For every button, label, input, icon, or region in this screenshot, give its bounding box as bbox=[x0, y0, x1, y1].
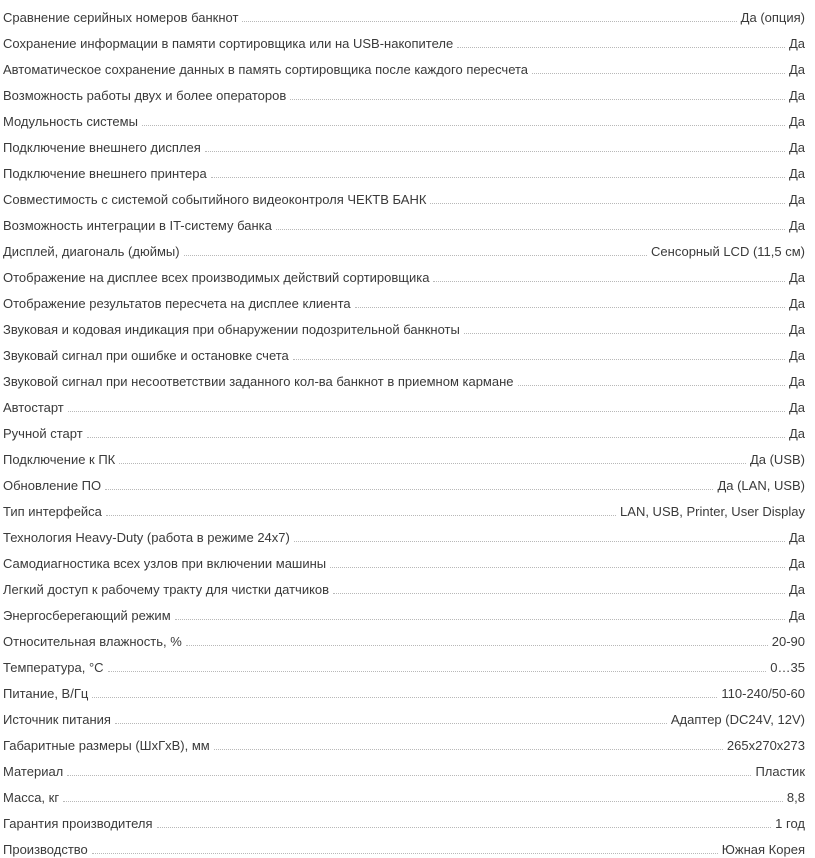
spec-value: 1 год bbox=[775, 816, 805, 831]
dotted-leader bbox=[293, 359, 785, 360]
spec-row bbox=[3, 546, 805, 572]
spec-value: Да bbox=[788, 270, 805, 285]
spec-name: Тип интерфейса bbox=[3, 504, 102, 519]
dotted-leader bbox=[105, 489, 713, 490]
spec-row bbox=[3, 312, 805, 338]
spec-value: Южная Корея bbox=[721, 842, 805, 857]
spec-name: Возможность интеграции в IT-систему банка bbox=[3, 218, 272, 233]
dotted-leader bbox=[67, 775, 751, 776]
spec-row bbox=[3, 598, 805, 624]
spec-row bbox=[3, 286, 805, 312]
spec-value: Пластик bbox=[755, 764, 805, 779]
dotted-leader bbox=[276, 229, 785, 230]
spec-name: Звуковай сигнал при ошибке и остановке счета bbox=[3, 348, 289, 363]
spec-value: Адаптер (DC24V, 12V) bbox=[670, 712, 805, 727]
spec-name: Дисплей, диагональ (дюймы) bbox=[3, 244, 180, 259]
spec-value: Да bbox=[788, 140, 805, 155]
dotted-leader bbox=[87, 437, 785, 438]
spec-row bbox=[3, 0, 805, 26]
spec-row bbox=[3, 442, 805, 468]
spec-value: Да bbox=[788, 374, 805, 389]
dotted-leader bbox=[115, 723, 667, 724]
spec-name: Температура, °С bbox=[3, 660, 104, 675]
spec-row bbox=[3, 676, 805, 702]
spec-name: Автоматическое сохранение данных в память сортировщика после каждого пересчета bbox=[3, 62, 529, 77]
spec-name: Подключение к ПК bbox=[3, 452, 116, 467]
spec-value: Да bbox=[788, 322, 805, 337]
spec-name: Подключение внешнего дисплея bbox=[3, 140, 201, 155]
dotted-leader bbox=[157, 827, 772, 828]
spec-value: Да (LAN, USB) bbox=[717, 478, 805, 493]
spec-name: Подключение внешнего принтера bbox=[3, 166, 207, 181]
spec-value: 265х270х273 bbox=[726, 738, 805, 753]
spec-name: Сравнение серийных номеров банкнот bbox=[3, 10, 239, 25]
spec-name: Ручной старт bbox=[3, 426, 83, 441]
dotted-leader bbox=[290, 99, 785, 100]
spec-name: Самодиагностика всех узлов при включении машины bbox=[3, 556, 327, 571]
spec-name: Гарантия производителя bbox=[3, 816, 153, 831]
spec-name: Звуковой сигнал при несоответствии заданного кол-ва банкнот в приемном кармане bbox=[3, 374, 514, 389]
dotted-leader bbox=[119, 463, 746, 464]
dotted-leader bbox=[330, 567, 785, 568]
spec-name: Габаритные размеры (ШхГхВ), мм bbox=[3, 738, 210, 753]
dotted-leader bbox=[532, 73, 785, 74]
spec-value: Да bbox=[788, 62, 805, 77]
dotted-leader bbox=[355, 307, 785, 308]
spec-name: Возможность работы двух и более операторов bbox=[3, 88, 287, 103]
spec-row bbox=[3, 728, 805, 754]
spec-name: Автостарт bbox=[3, 400, 64, 415]
spec-row bbox=[3, 52, 805, 78]
spec-name: Обновление ПО bbox=[3, 478, 102, 493]
spec-value: Да (опция) bbox=[740, 10, 805, 25]
dotted-leader bbox=[63, 801, 783, 802]
spec-value: Да bbox=[788, 608, 805, 623]
spec-value: Да bbox=[788, 530, 805, 545]
spec-value: Да bbox=[788, 348, 805, 363]
dotted-leader bbox=[333, 593, 785, 594]
spec-value: Да bbox=[788, 582, 805, 597]
spec-row bbox=[3, 156, 805, 182]
dotted-leader bbox=[433, 281, 785, 282]
dotted-leader bbox=[242, 21, 736, 22]
spec-row bbox=[3, 754, 805, 780]
dotted-leader bbox=[92, 697, 717, 698]
spec-value: Да bbox=[788, 88, 805, 103]
spec-name: Совместимость с системой событийного видеоконтроля ЧЕКТВ БАНК bbox=[3, 192, 427, 207]
spec-row bbox=[3, 208, 805, 234]
spec-value: 110-240/50-60 bbox=[721, 686, 805, 701]
spec-row bbox=[3, 520, 805, 546]
dotted-leader bbox=[518, 385, 785, 386]
dotted-leader bbox=[211, 177, 785, 178]
spec-row bbox=[3, 182, 805, 208]
spec-row bbox=[3, 78, 805, 104]
spec-name: Отображение на дисплее всех производимых действий сортировщика bbox=[3, 270, 430, 285]
spec-value: 0…35 bbox=[770, 660, 805, 675]
dotted-leader bbox=[214, 749, 723, 750]
spec-name: Энергосберегающий режим bbox=[3, 608, 171, 623]
spec-row bbox=[3, 806, 805, 832]
spec-value: Да bbox=[788, 36, 805, 51]
spec-name: Источник питания bbox=[3, 712, 111, 727]
spec-value: Да bbox=[788, 400, 805, 415]
spec-name: Производство bbox=[3, 842, 88, 857]
dotted-leader bbox=[430, 203, 785, 204]
spec-row bbox=[3, 234, 805, 260]
spec-row bbox=[3, 624, 805, 650]
spec-value: Да (USB) bbox=[749, 452, 805, 467]
spec-value: Да bbox=[788, 218, 805, 233]
spec-row bbox=[3, 416, 805, 442]
spec-row bbox=[3, 130, 805, 156]
spec-row bbox=[3, 26, 805, 52]
spec-value: Да bbox=[788, 296, 805, 311]
spec-value: Да bbox=[788, 166, 805, 181]
spec-row bbox=[3, 832, 805, 858]
spec-name: Модульность системы bbox=[3, 114, 138, 129]
spec-row bbox=[3, 260, 805, 286]
spec-name: Отображение результатов пересчета на дисплее клиента bbox=[3, 296, 351, 311]
spec-row bbox=[3, 494, 805, 520]
spec-row bbox=[3, 572, 805, 598]
spec-row bbox=[3, 364, 805, 390]
spec-row bbox=[3, 702, 805, 728]
spec-row bbox=[3, 338, 805, 364]
spec-row bbox=[3, 650, 805, 676]
spec-value: Да bbox=[788, 192, 805, 207]
dotted-leader bbox=[175, 619, 785, 620]
dotted-leader bbox=[106, 515, 616, 516]
spec-name: Относительная влажность, % bbox=[3, 634, 182, 649]
spec-value: LAN, USB, Printer, User Display bbox=[620, 504, 805, 519]
spec-row bbox=[3, 390, 805, 416]
spec-value: Да bbox=[788, 426, 805, 441]
spec-value: Да bbox=[788, 114, 805, 129]
spec-name: Звуковая и кодовая индикация при обнаружении подозрительной банкноты bbox=[3, 322, 460, 337]
dotted-leader bbox=[142, 125, 785, 126]
dotted-leader bbox=[184, 255, 647, 256]
spec-name: Питание, В/Гц bbox=[3, 686, 89, 701]
dotted-leader bbox=[464, 333, 785, 334]
dotted-leader bbox=[457, 47, 785, 48]
spec-name: Технология Heavy-Duty (работа в режиме 24х7) bbox=[3, 530, 290, 545]
dotted-leader bbox=[186, 645, 768, 646]
spec-value: 20-90 bbox=[771, 634, 805, 649]
spec-name: Сохранение информации в памяти сортировщика или на USB-накопителе bbox=[3, 36, 454, 51]
dotted-leader bbox=[108, 671, 767, 672]
spec-value: Да bbox=[788, 556, 805, 571]
spec-name: Материал bbox=[3, 764, 64, 779]
dotted-leader bbox=[294, 541, 785, 542]
spec-value: Сенсорный LCD (11,5 см) bbox=[651, 244, 805, 259]
spec-name: Масса, кг bbox=[3, 790, 60, 805]
spec-row bbox=[3, 468, 805, 494]
spec-row bbox=[3, 780, 805, 806]
spec-value: 8,8 bbox=[786, 790, 805, 805]
dotted-leader bbox=[92, 853, 718, 854]
spec-name: Легкий доступ к рабочему тракту для чистки датчиков bbox=[3, 582, 330, 597]
spec-row bbox=[3, 104, 805, 130]
dotted-leader bbox=[68, 411, 785, 412]
dotted-leader bbox=[205, 151, 785, 152]
